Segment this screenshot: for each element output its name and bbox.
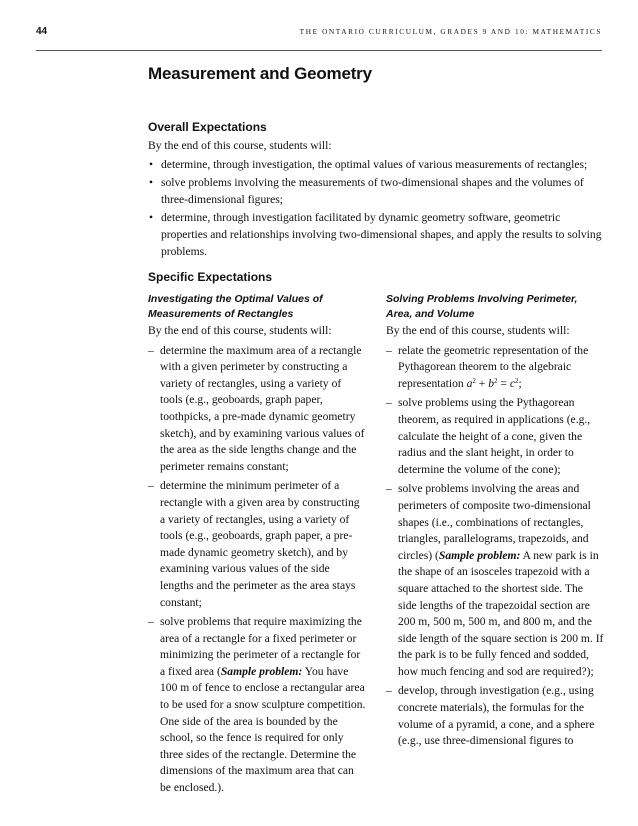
item-text: relate the geometric representation of the Pythagorean theorem to the algebraic representation bbox=[398, 343, 589, 390]
overall-intro: By the end of this course, students will: bbox=[148, 139, 332, 152]
left-intro: By the end of this course, students will: bbox=[148, 324, 332, 337]
running-head: THE ONTARIO CURRICULUM, GRADES 9 AND 10: MATHEMATICS bbox=[299, 27, 602, 36]
item-text: A new park is in the shape of an isosceles trapezoid with a square attached to the shortest side. The side lengths of the trapezoidal section are 200 m, 500 m, 500 m, and 800 m, and the side length of the square section is 200 m. If the park is to be fully fenced and sodded, how much fencing and sod are required?); bbox=[398, 548, 604, 678]
right-column bbox=[386, 292, 604, 753]
var-a: a bbox=[466, 376, 473, 390]
equals-sign: = bbox=[497, 376, 510, 390]
right-intro: By the end of this course, students will: bbox=[386, 324, 570, 337]
var-b: b bbox=[488, 376, 495, 390]
item-text: solve problems involving the areas and perimeters of composite two-dimensional shapes (i.e., combinations of rectangles, triangles, parallelograms, trapezoids, and circles) ( bbox=[398, 482, 591, 562]
left-item: – determine the minimum perimeter of a rectangle with a given area by constructing a variety of rectangles, using a variety of tools (e.g., geoboards, graph paper, a pre-made dynamic geometry sketch), and by examining various values of the side lengths and the perimeter as the area stays constant; bbox=[148, 478, 366, 611]
plus-sign: + bbox=[475, 376, 489, 390]
right-list bbox=[386, 343, 604, 750]
sample-problem-label: Sample problem: bbox=[220, 664, 303, 678]
right-item bbox=[386, 481, 604, 680]
left-item: – determine the maximum area of a rectangle with a given perimeter by constructing a variety of rectangles, using a variety of tools (e.g., geoboards, graph paper, toothpicks, a pre-made dynamic geometry sketch), and by examining various values of the area as the side lengths change and the perimeter remains constant; bbox=[148, 343, 366, 476]
left-list bbox=[148, 343, 366, 797]
right-item: – develop, through investigation (e.g., using concrete materials), the formulas for the volume of a pyramid, a cone, and a sphere (e.g., use three-dimensional figures to bbox=[386, 683, 604, 749]
overall-list bbox=[148, 157, 604, 261]
sample-problem-label: Sample problem: bbox=[438, 548, 521, 562]
overall-item: • solve problems involving the measurements of two-dimensional shapes and the volumes of three-dimensional figures; bbox=[148, 175, 604, 208]
item-end: ; bbox=[518, 376, 522, 390]
section-title: Measurement and Geometry bbox=[148, 64, 372, 83]
right-item: – solve problems using the Pythagorean theorem, as required in applications (e.g., calculate the height of a cone, given the radius and the slant height, in order to determine the volume of the cone); bbox=[386, 395, 604, 478]
left-column bbox=[148, 292, 366, 800]
exponent: 2 bbox=[472, 376, 476, 385]
overall-expectations bbox=[148, 138, 604, 262]
right-subheading: Solving Problems Involving Perimeter, Area, and Volume bbox=[386, 293, 578, 320]
overall-expectations-heading: Overall Expectations bbox=[148, 120, 267, 134]
item-text: solve problems that require maximizing the area of a rectangle for a fixed perimeter or minimizing the perimeter of a rectangle for a fixed area ( bbox=[160, 615, 362, 678]
overall-item: • determine, through investigation facilitated by dynamic geometry software, geometric properties and relationships involving two-dimensional shapes, and apply the results to solving problems. bbox=[148, 210, 604, 260]
item-text: You have 100 m of fence to enclose a rectangular area to be used for a snow sculpture competition. One side of the area is bounded by the school, so the fence is required for only three sides of the rectangle. Determine the dimensions of the maximum area that can be enclosed.). bbox=[160, 664, 366, 795]
var-c: c bbox=[509, 376, 516, 390]
page-header bbox=[36, 24, 602, 51]
page-number: 44 bbox=[36, 26, 48, 37]
left-subheading: Investigating the Optimal Values of Measurements of Rectangles bbox=[148, 293, 323, 320]
specific-expectations-heading: Specific Expectations bbox=[148, 270, 273, 284]
overall-item: • determine, through investigation, the optimal values of various measurements of rectangles; bbox=[148, 157, 604, 174]
right-item bbox=[386, 343, 604, 393]
exponent: 2 bbox=[494, 376, 498, 385]
left-item bbox=[148, 614, 366, 797]
exponent: 2 bbox=[515, 376, 519, 385]
